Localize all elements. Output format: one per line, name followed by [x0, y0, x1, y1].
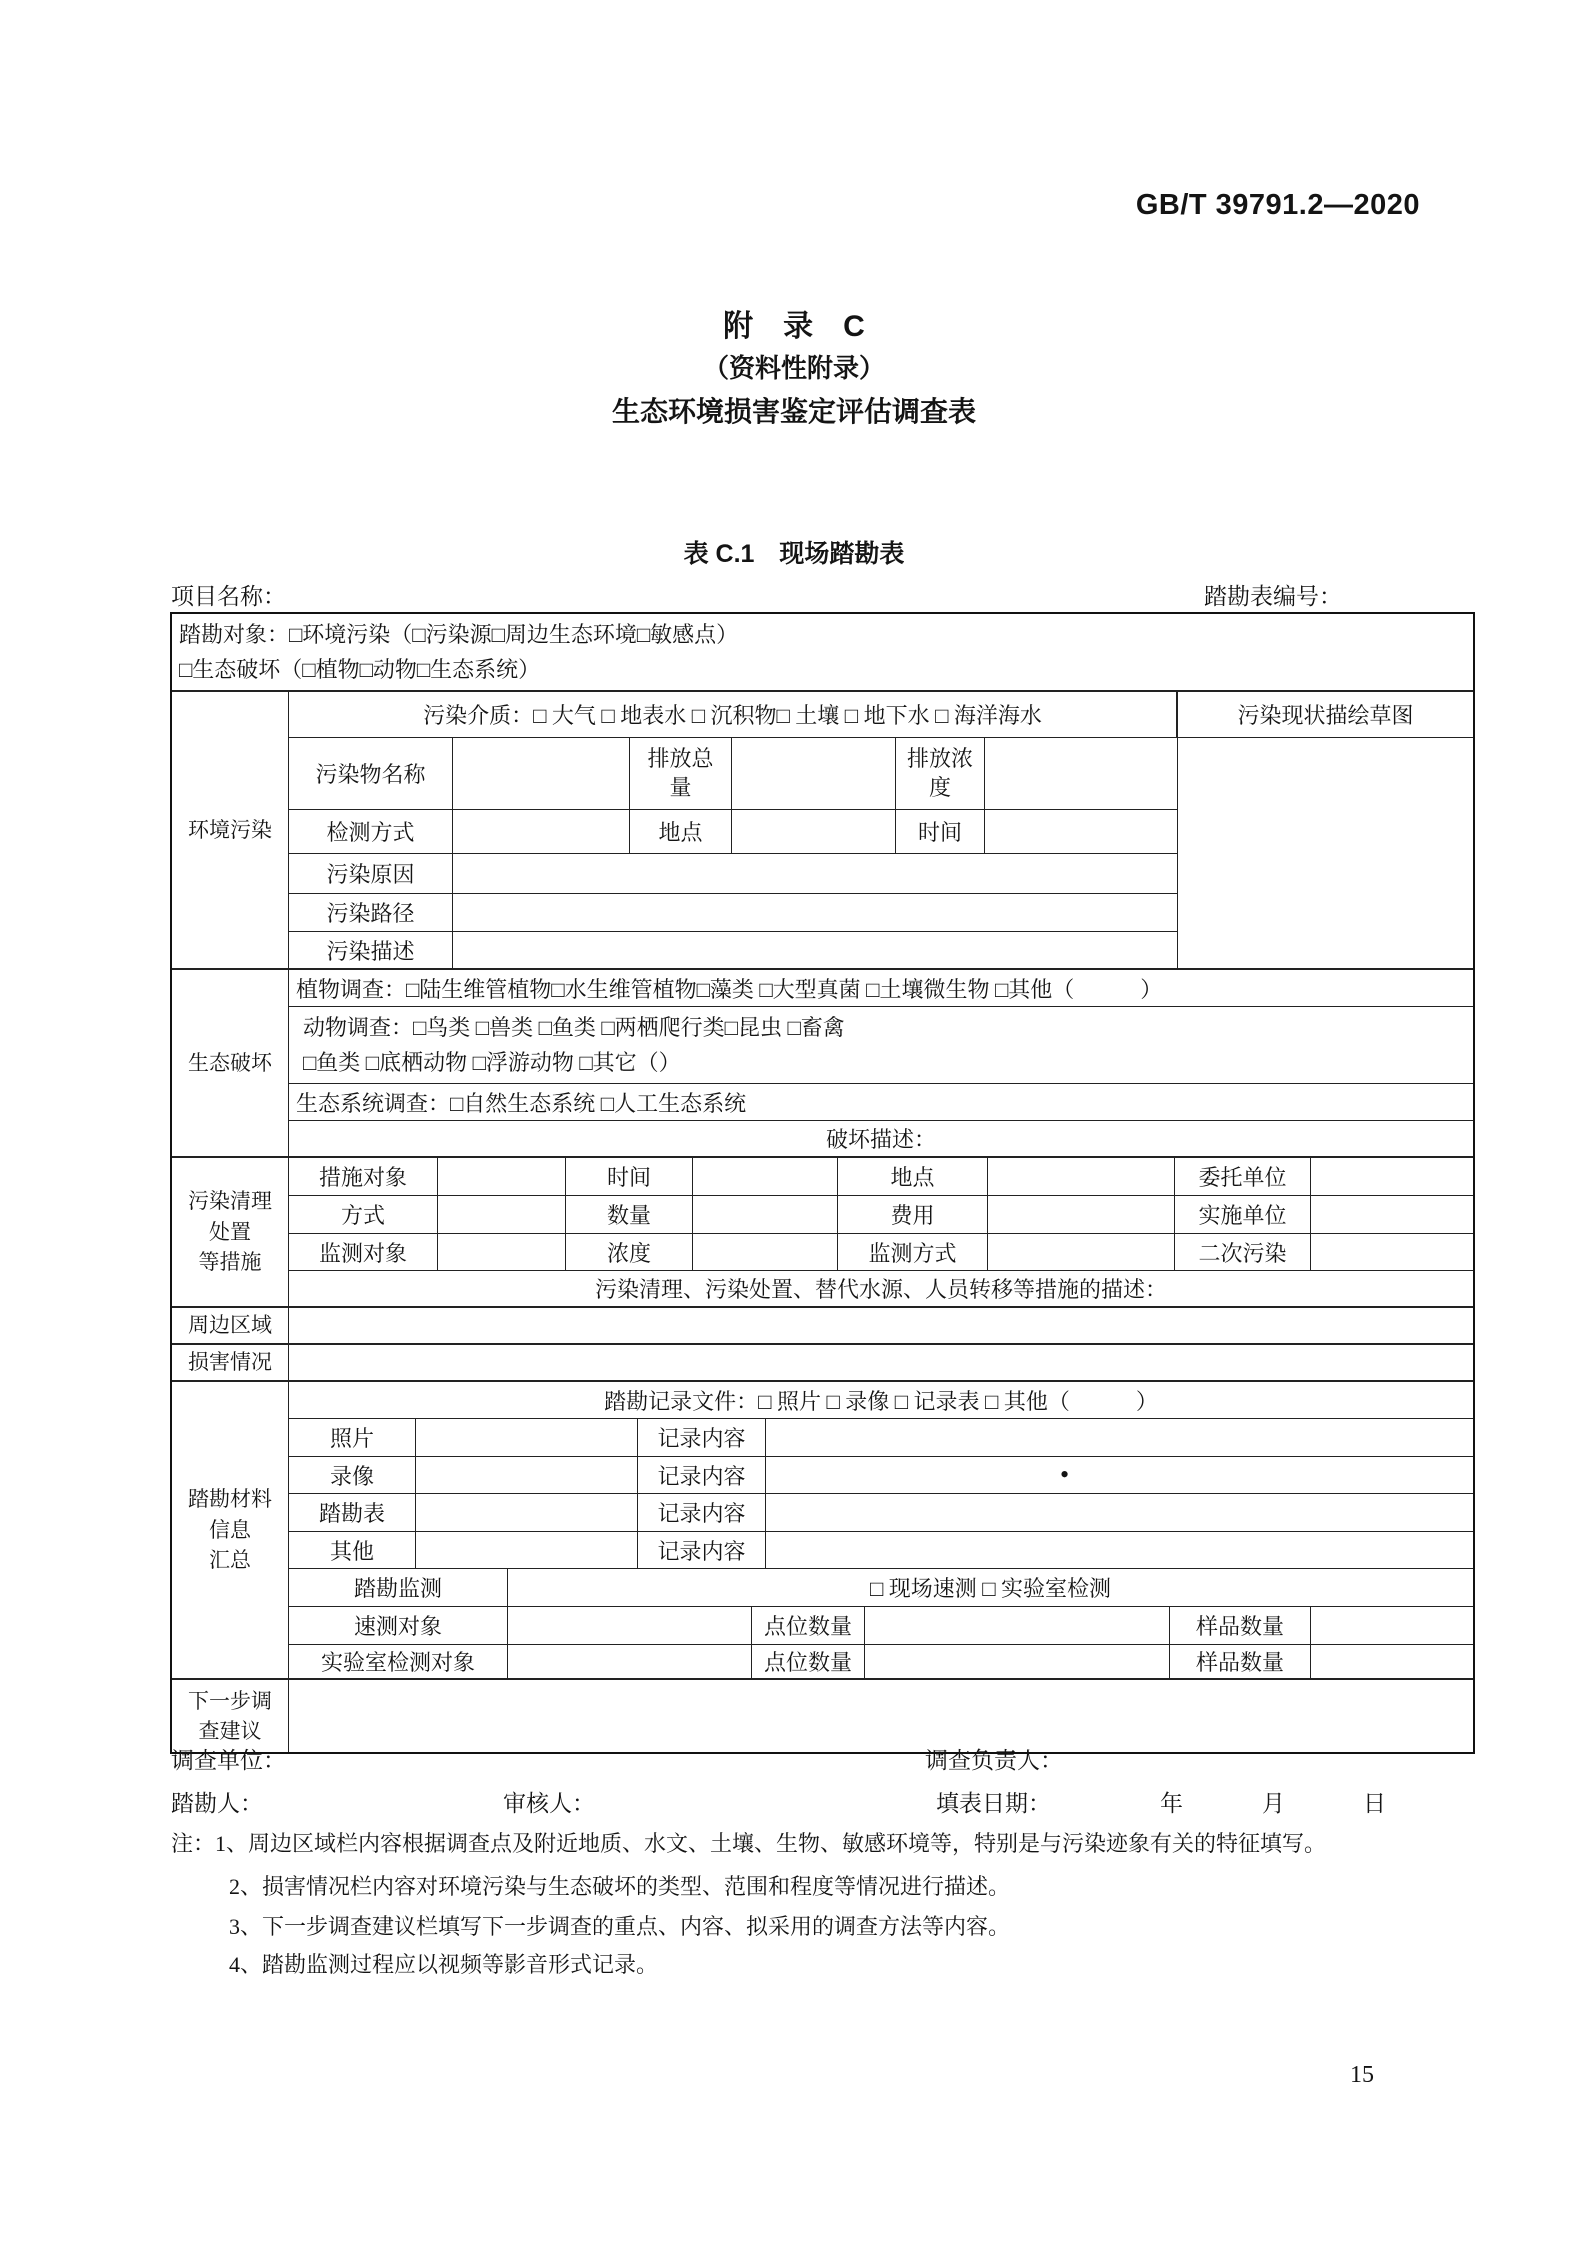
- pollution-media-options[interactable]: 污染介质：□ 大气 □ 地表水 □ 沉积物□ 土壤 □ 地下水 □ 海洋海水: [289, 692, 1177, 737]
- fill-date-label: 填表日期：: [936, 1791, 1051, 1816]
- survey-object-line1[interactable]: 踏勘对象：□环境污染（□污染源□周边生态环境□敏感点）: [179, 622, 739, 647]
- damage-situation-section: [172, 1345, 1473, 1382]
- stray-dot-mark: •: [1059, 1460, 1070, 1489]
- measure-object-label: 措施对象: [289, 1158, 438, 1195]
- emission-conc-label: 排放浓度: [896, 738, 985, 809]
- emission-total-input[interactable]: [732, 738, 896, 809]
- pollution-desc-label: 污染描述: [289, 932, 453, 968]
- pollution-desc-input[interactable]: [453, 932, 1177, 968]
- pollution-cause-input[interactable]: [453, 854, 1177, 893]
- survey-monitor-label: 踏勘监测: [289, 1569, 508, 1606]
- cleanup-section: [172, 1158, 1473, 1308]
- month-label: 月: [1262, 1791, 1285, 1816]
- other-record-input[interactable]: [416, 1532, 638, 1568]
- emission-total-label: 排放总量: [630, 738, 732, 809]
- animal-survey-line2[interactable]: □鱼类 □底栖动物 □浮游动物 □其它（）: [303, 1050, 681, 1075]
- implement-unit-label: 实施单位: [1175, 1196, 1311, 1233]
- eco-damage-section: [172, 970, 1473, 1158]
- lab-test-object-label: 实验室检测对象: [289, 1645, 508, 1678]
- quick-points-label: 点位数量: [752, 1607, 865, 1644]
- survey-sheet-content-input[interactable]: [766, 1494, 1473, 1531]
- survey-monitor-options[interactable]: □ 现场速测 □ 实验室检测: [869, 1576, 1112, 1601]
- surrounding-area-section: [172, 1308, 1473, 1345]
- project-name-label: 项目名称：: [171, 584, 286, 609]
- measure-time-label: 时间: [566, 1158, 693, 1195]
- detection-method-label: 检测方式: [289, 810, 453, 853]
- env-pollution-label: 环境污染: [172, 692, 289, 968]
- photo-content-input[interactable]: [766, 1419, 1473, 1456]
- damage-description-label[interactable]: 破坏描述：: [825, 1127, 936, 1152]
- lab-points-label: 点位数量: [752, 1645, 865, 1678]
- video-content-label: 记录内容: [638, 1457, 766, 1493]
- monitor-method-input[interactable]: [988, 1234, 1175, 1270]
- photo-label: 照片: [289, 1419, 416, 1456]
- lab-samples-label: 样品数量: [1170, 1645, 1311, 1678]
- surrounding-area-label: 周边区域: [172, 1308, 289, 1343]
- photo-input[interactable]: [416, 1419, 638, 1456]
- measure-way-label: 方式: [289, 1196, 438, 1233]
- appendix-title: 附 录 C: [723, 310, 865, 343]
- time-input[interactable]: [985, 810, 1177, 853]
- survey-object-section: [172, 614, 1473, 692]
- survey-object-line2[interactable]: □生态破坏（□植物□动物□生态系统）: [179, 657, 541, 682]
- entrust-unit-label: 委托单位: [1175, 1158, 1311, 1195]
- monitor-object-label: 监测对象: [289, 1234, 438, 1270]
- implement-unit-input[interactable]: [1311, 1196, 1473, 1233]
- note-3: 3、下一步调查建议栏填写下一步调查的重点、内容、拟采用的调查方法等内容。: [229, 1914, 1011, 1939]
- next-step-label: 下一步调 查建议: [172, 1680, 289, 1752]
- monitor-object-input[interactable]: [438, 1234, 566, 1270]
- quick-points-input[interactable]: [865, 1607, 1170, 1644]
- survey-sheet-label: 踏勘表: [289, 1494, 416, 1531]
- record-files-options[interactable]: 踏勘记录文件：□ 照片 □ 录像 □ 记录表 □ 其他（ ）: [604, 1388, 1158, 1414]
- reviewer-label: 审核人：: [503, 1791, 595, 1816]
- photo-content-label: 记录内容: [638, 1419, 766, 1456]
- measure-place-label: 地点: [838, 1158, 988, 1195]
- quick-samples-input[interactable]: [1311, 1607, 1473, 1644]
- note-2: 2、损害情况栏内容对环境污染与生态破坏的类型、范围和程度等情况进行描述。: [229, 1874, 1011, 1899]
- photo-row: [289, 1419, 1473, 1457]
- measure-object-input[interactable]: [438, 1158, 566, 1195]
- survey-sheet-content-label: 记录内容: [638, 1494, 766, 1531]
- cleanup-description-label[interactable]: 污染清理、污染处置、替代水源、人员转移等措施的描述：: [594, 1277, 1167, 1302]
- survey-unit-label: 调查单位：: [171, 1748, 286, 1773]
- time-label: 时间: [896, 810, 985, 853]
- emission-conc-input[interactable]: [985, 738, 1177, 809]
- survey-sheet-row: [289, 1494, 1473, 1532]
- video-row: [289, 1457, 1473, 1494]
- detection-method-input[interactable]: [453, 810, 630, 853]
- cost-label: 费用: [838, 1196, 988, 1233]
- concentration-input[interactable]: [693, 1234, 838, 1270]
- materials-section: [172, 1382, 1473, 1680]
- animal-survey-options[interactable]: [289, 1007, 1473, 1083]
- measure-place-input[interactable]: [988, 1158, 1175, 1195]
- measure-way-input[interactable]: [438, 1196, 566, 1233]
- next-step-input[interactable]: [289, 1680, 1473, 1752]
- quantity-label: 数量: [566, 1196, 693, 1233]
- year-label: 年: [1160, 1791, 1183, 1816]
- damage-situation-label: 损害情况: [172, 1345, 289, 1380]
- measure-time-input[interactable]: [693, 1158, 838, 1195]
- place-label: 地点: [630, 810, 732, 853]
- other-record-row: [289, 1532, 1473, 1569]
- concentration-label: 浓度: [566, 1234, 693, 1270]
- plant-survey-options[interactable]: 植物调查：□陆生维管植物□水生维管植物□藻类 □大型真菌 □土壤微生物 □其他（ ）: [296, 976, 1163, 1002]
- pollution-sketch-area[interactable]: [1177, 738, 1473, 968]
- quick-samples-label: 样品数量: [1170, 1607, 1311, 1644]
- survey-object-options[interactable]: [172, 614, 1473, 690]
- standard-code: GB/T 39791.2—2020: [1135, 189, 1420, 221]
- survey-form-table: [170, 612, 1475, 1754]
- survey-sheet-input[interactable]: [416, 1494, 638, 1531]
- pollution-path-label: 污染路径: [289, 894, 453, 931]
- table-caption: 表 C.1 现场踏勘表: [683, 540, 905, 568]
- cleanup-label: 污染清理 处置 等措施: [172, 1158, 289, 1306]
- lab-test-object-input[interactable]: [508, 1645, 752, 1678]
- place-input[interactable]: [732, 810, 896, 853]
- quick-test-object-label: 速测对象: [289, 1607, 508, 1644]
- note-1: 注：1、周边区域栏内容根据调查点及附近地质、水文、土壤、生物、敏感环境等，特别是与污染迹象有关的特征填写。: [171, 1831, 1327, 1856]
- page-number: 15: [1350, 2062, 1374, 2088]
- pollution-sketch-label: 污染现状描绘草图: [1177, 692, 1473, 737]
- day-label: 日: [1363, 1791, 1386, 1816]
- surrounding-area-input[interactable]: [289, 1308, 1473, 1343]
- cost-input[interactable]: [988, 1196, 1175, 1233]
- lab-points-input[interactable]: [865, 1645, 1170, 1678]
- other-record-label: 其他: [289, 1532, 416, 1568]
- eco-damage-label: 生态破坏: [172, 970, 289, 1156]
- env-pollution-section: [172, 692, 1473, 970]
- animal-survey-line1[interactable]: 动物调查：□鸟类 □兽类 □鱼类 □两栖爬行类□昆虫 □畜禽: [303, 1015, 845, 1040]
- pollutant-name-input[interactable]: [453, 738, 630, 809]
- video-content-input[interactable]: [766, 1457, 1473, 1493]
- monitor-method-label: 监测方式: [838, 1234, 988, 1270]
- video-input[interactable]: [416, 1457, 638, 1493]
- next-step-section: [172, 1680, 1473, 1752]
- pollution-path-input[interactable]: [453, 894, 1177, 931]
- secondary-pollution-input[interactable]: [1311, 1234, 1473, 1270]
- lab-samples-input[interactable]: [1311, 1645, 1473, 1678]
- surveyor-label: 踏勘人：: [171, 1791, 263, 1816]
- ecosystem-survey-options[interactable]: 生态系统调查：□自然生态系统 □人工生态系统: [296, 1090, 747, 1116]
- other-record-content-input[interactable]: [766, 1532, 1473, 1568]
- secondary-pollution-label: 二次污染: [1175, 1234, 1311, 1270]
- form-number-label: 踏勘表编号：: [1204, 584, 1342, 609]
- video-label: 录像: [289, 1457, 416, 1493]
- pollutant-name-label: 污染物名称: [289, 738, 453, 809]
- entrust-unit-input[interactable]: [1311, 1158, 1473, 1195]
- materials-label: 踏勘材料 信息 汇总: [172, 1382, 289, 1678]
- document-title: 生态环境损害鉴定评估调查表: [611, 396, 976, 427]
- damage-situation-input[interactable]: [289, 1345, 1473, 1380]
- note-4: 4、踏勘监测过程应以视频等影音形式记录。: [229, 1952, 659, 1977]
- quick-test-object-input[interactable]: [508, 1607, 752, 1644]
- survey-leader-label: 调查负责人：: [925, 1748, 1063, 1773]
- quantity-input[interactable]: [693, 1196, 838, 1233]
- appendix-type-title: （资料性附录）: [702, 353, 885, 383]
- pollution-cause-label: 污染原因: [289, 854, 453, 893]
- other-record-content-label: 记录内容: [638, 1532, 766, 1568]
